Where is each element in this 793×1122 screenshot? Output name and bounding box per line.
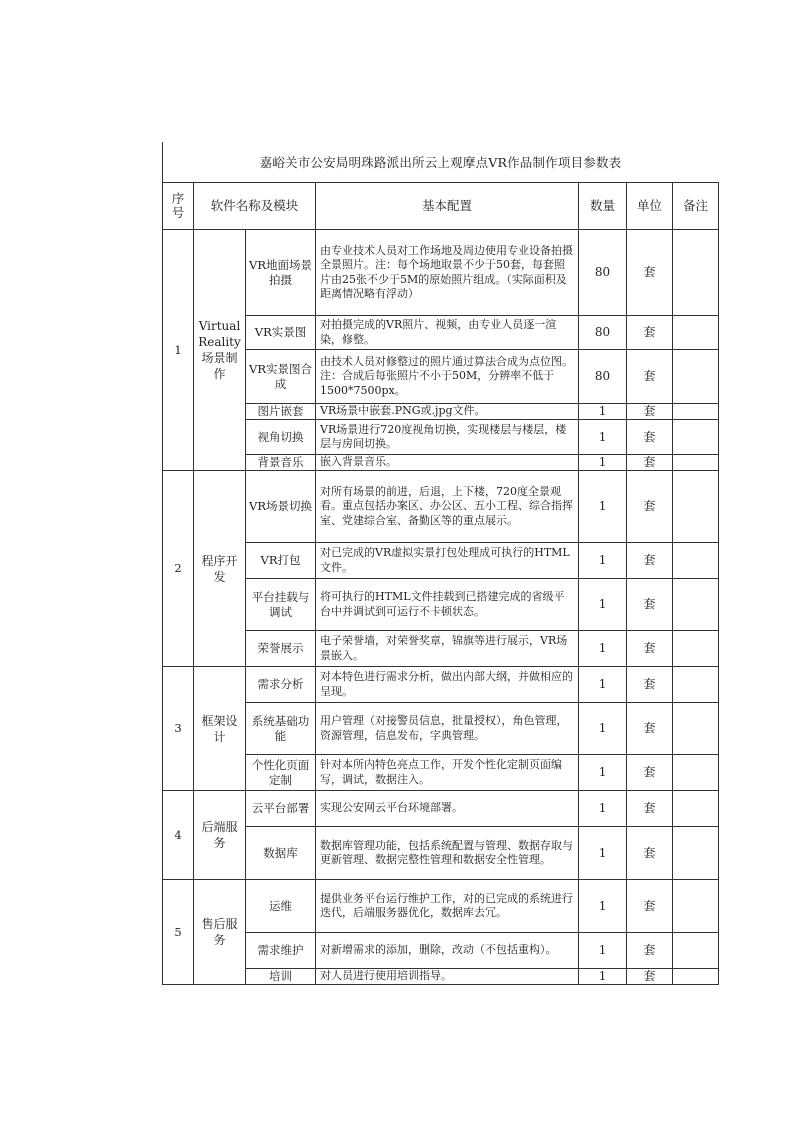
table-row [163,827,719,880]
table-row [163,667,719,703]
module-qty: 1 [579,791,627,827]
group-name: VirtualReality场景制作 [194,230,246,471]
module-note [673,755,719,791]
module-qty: 1 [579,455,627,471]
module-unit: 套 [627,420,673,455]
module-qty: 1 [579,420,627,455]
module-name: VR实景图合成 [246,350,316,404]
module-note [673,350,719,404]
module-note [673,455,719,471]
module-name: 平台挂载与调试 [246,579,316,631]
module-config: 用户管理（对接警员信息，批量授权），角色管理，资源管理，信息发布，字典管理。 [316,703,579,755]
module-config: 提供业务平台运行维护工作，对的已完成的系统进行迭代，后端服务器优化，数据库去冗。 [316,880,579,933]
module-name: 培训 [246,969,316,985]
module-config: VR场景中嵌套.PNG或.jpg文件。 [316,404,579,420]
module-note [673,471,719,543]
group-seq: 1 [163,230,194,471]
module-note [673,230,719,316]
module-note [673,316,719,350]
table-row [163,316,719,350]
header-software: 软件名称及模块 [194,183,316,230]
table-row [163,969,719,985]
module-config: 对所有场景的前进，后退，上下楼，720度全景观看。重点包括办案区、办公区、五小工程、综合指挥室、党建综合室、备勤区等的重点展示。 [316,471,579,543]
module-config: 对已完成的VR虚拟实景打包处理成可执行的HTML文件。 [316,543,579,579]
module-name: VR地面场景拍摄 [246,230,316,316]
module-qty: 1 [579,579,627,631]
module-name: 图片嵌套 [246,404,316,420]
module-qty: 80 [579,230,627,316]
table-row [163,880,719,933]
module-note [673,631,719,667]
module-name: 云平台部署 [246,791,316,827]
table-row [163,404,719,420]
module-qty: 1 [579,703,627,755]
module-name: 需求分析 [246,667,316,703]
module-note [673,880,719,933]
header-row [163,183,719,230]
module-name: 系统基础功能 [246,703,316,755]
module-config: 实现公安网云平台环境部署。 [316,791,579,827]
table-row [163,455,719,471]
group-name: 程序开发 [194,471,246,667]
module-unit: 套 [627,933,673,969]
module-unit: 套 [627,579,673,631]
module-config: 嵌入背景音乐。 [316,455,579,471]
header-seq: 序号 [163,183,194,230]
module-note [673,579,719,631]
module-unit: 套 [627,316,673,350]
module-qty: 80 [579,316,627,350]
module-qty: 1 [579,631,627,667]
module-unit: 套 [627,880,673,933]
table-row [163,471,719,543]
module-note [673,420,719,455]
module-name: 背景音乐 [246,455,316,471]
module-note [673,667,719,703]
module-name: 需求维护 [246,933,316,969]
module-qty: 1 [579,543,627,579]
module-name: VR打包 [246,543,316,579]
module-qty: 1 [579,969,627,985]
table-row [163,755,719,791]
module-config: 针对本所内特色亮点工作，开发个性化定制页面编写，调试，数据注入。 [316,755,579,791]
group-seq: 3 [163,667,194,791]
module-config: 将可执行的HTML文件挂载到已搭建完成的省级平台中并调试到可运行不卡顿状态。 [316,579,579,631]
module-unit: 套 [627,791,673,827]
module-unit: 套 [627,667,673,703]
module-note [673,827,719,880]
module-name: 运维 [246,880,316,933]
group-name: 框架设计 [194,667,246,791]
module-unit: 套 [627,230,673,316]
table-row [163,230,719,316]
module-unit: 套 [627,755,673,791]
module-qty: 1 [579,933,627,969]
module-unit: 套 [627,350,673,404]
module-unit: 套 [627,404,673,420]
module-unit: 套 [627,455,673,471]
module-unit: 套 [627,827,673,880]
module-unit: 套 [627,543,673,579]
module-note [673,933,719,969]
header-note: 备注 [673,183,719,230]
table-row [163,543,719,579]
module-qty: 1 [579,471,627,543]
module-config: 数据库管理功能，包括系统配置与管理、数据存取与更新管理、数据完整性管理和数据安全性管理。 [316,827,579,880]
module-note [673,404,719,420]
module-name: 数据库 [246,827,316,880]
group-name: 后端服务 [194,791,246,880]
module-unit: 套 [627,471,673,543]
table-row [163,933,719,969]
module-config: 由专业技术人员对工作场地及周边使用专业设备拍摄全景照片。注：每个场地取景不少于50套，每套照片由25张不少于5M的原始照片组成。（实际面积及距离情况略有浮动） [316,230,579,316]
module-qty: 1 [579,880,627,933]
module-name: 荣誉展示 [246,631,316,667]
module-config: VR场景进行720度视角切换，实现楼层与楼层，楼层与房间切换。 [316,420,579,455]
header-unit: 单位 [627,183,673,230]
module-name: VR场景切换 [246,471,316,543]
header-config: 基本配置 [316,183,579,230]
group-name: 售后服务 [194,880,246,985]
module-config: 由技术人员对修整过的照片通过算法合成为点位图。注：合成后每张照片不小于50M，分辨率不低于1500*7500px。 [316,350,579,404]
module-name: 视角切换 [246,420,316,455]
module-note [673,543,719,579]
module-config: 对新增需求的添加，删除，改动（不包括重构）。 [316,933,579,969]
module-config: 对人员进行使用培训指导。 [316,969,579,985]
table-row [163,420,719,455]
parameter-table [162,182,719,985]
table-row [163,703,719,755]
module-unit: 套 [627,703,673,755]
sheet-title: 嘉峪关市公安局明珠路派出所云上观摩点VR作品制作项目参数表 [162,142,718,182]
module-config: 电子荣誉墙，对荣誉奖章，锦旗等进行展示，VR场景嵌入。 [316,631,579,667]
group-seq: 5 [163,880,194,985]
module-qty: 1 [579,667,627,703]
module-unit: 套 [627,969,673,985]
module-qty: 1 [579,755,627,791]
module-note [673,791,719,827]
module-qty: 1 [579,404,627,420]
module-note [673,969,719,985]
table-row [163,350,719,404]
table-row [163,579,719,631]
module-qty: 80 [579,350,627,404]
group-seq: 4 [163,791,194,880]
module-name: VR实景图 [246,316,316,350]
module-config: 对本特色进行需求分析，做出内部大纲，并做相应的呈现。 [316,667,579,703]
module-qty: 1 [579,827,627,880]
header-qty: 数量 [579,183,627,230]
module-unit: 套 [627,631,673,667]
table-row [163,631,719,667]
module-config: 对拍摄完成的VR照片、视频，由专业人员逐一渲染，修整。 [316,316,579,350]
module-note [673,703,719,755]
group-seq: 2 [163,471,194,667]
module-name: 个性化页面定制 [246,755,316,791]
table-row [163,791,719,827]
